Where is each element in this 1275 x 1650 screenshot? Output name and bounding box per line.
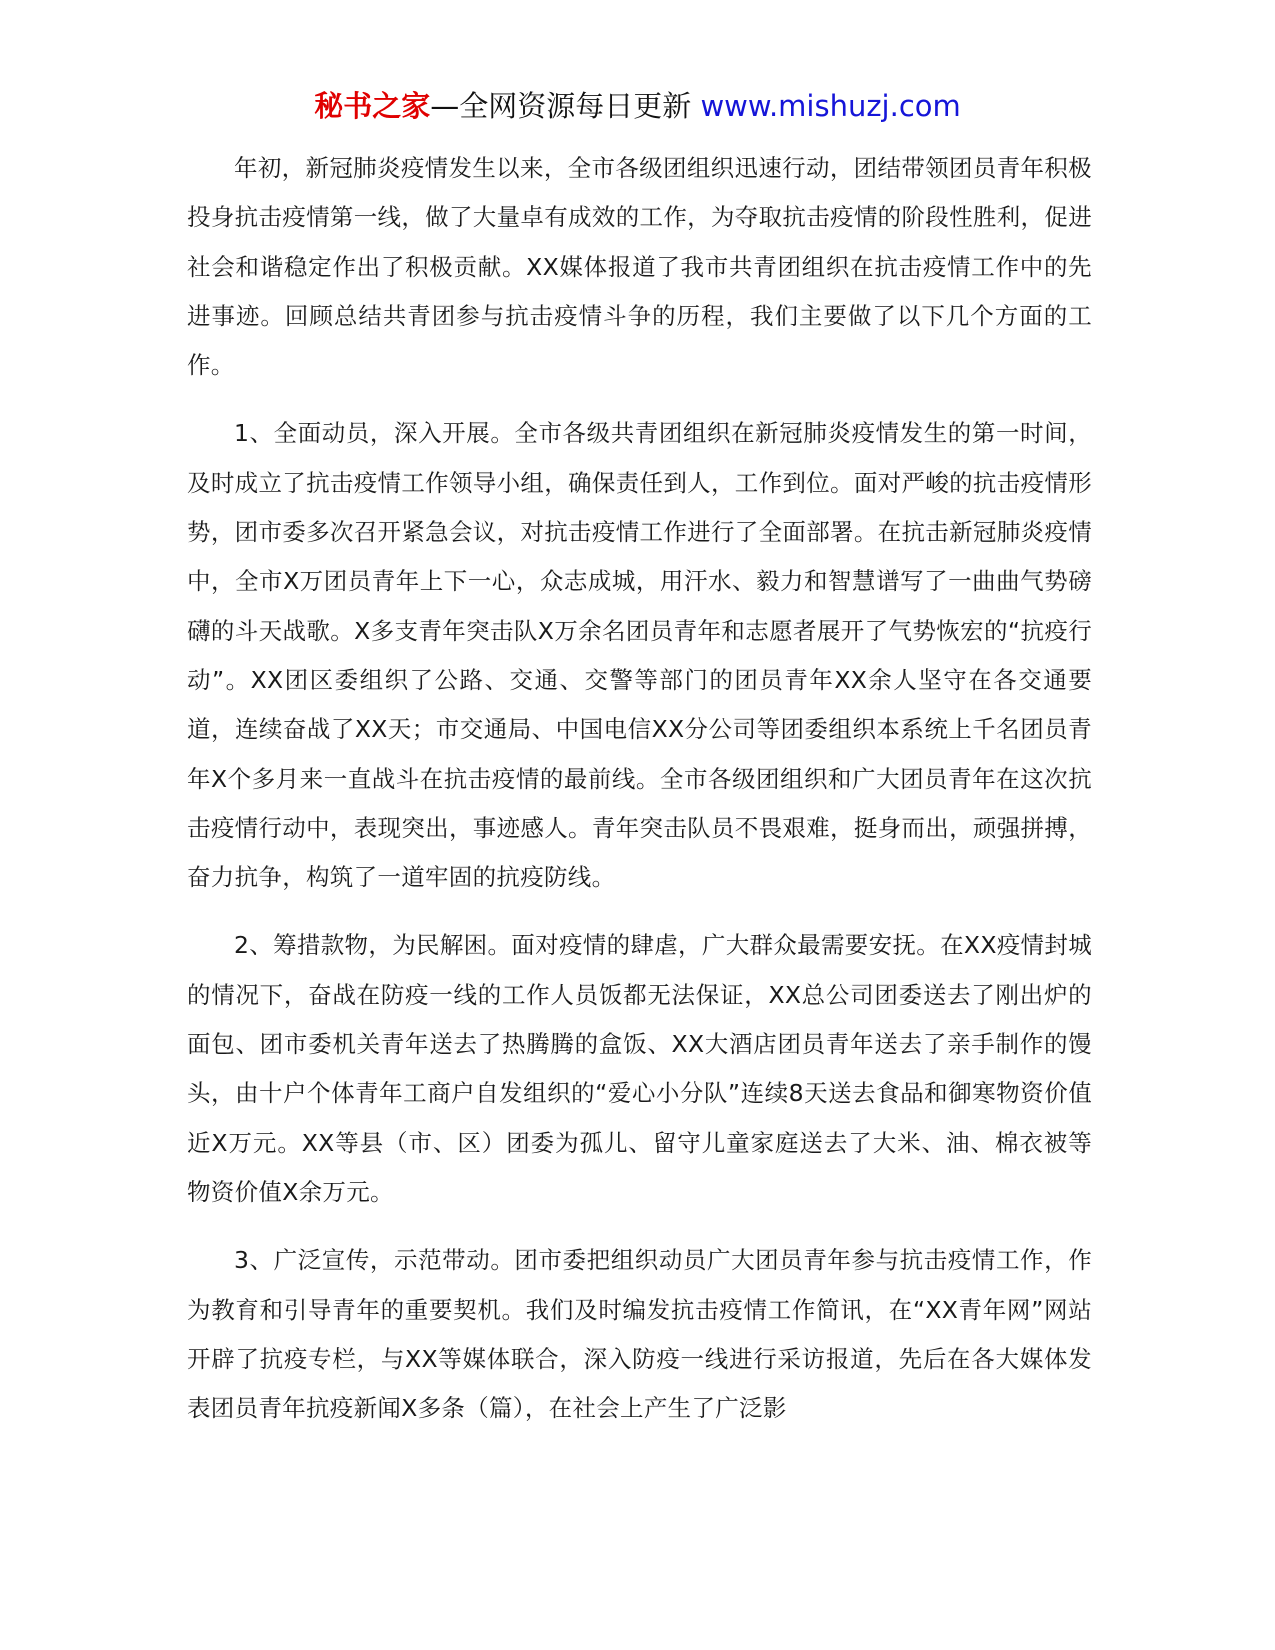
header-tagline: —全网资源每日更新 — [430, 89, 701, 123]
paragraph-mobilization: 1、全面动员，深入开展。全市各级共青团组织在新冠肺炎疫情发生的第一时间，及时成立了抗击疫情工作领导小组，确保责任到人，工作到位。面对严峻的抗击疫情形势，团市委多次召开紧急会议，对抗击疫情工作进行了全面部署。在抗击新冠肺炎疫情中，全市X万团员青年上下一心，众志成城，用汗水、毅力和智慧谱写了一曲曲气势磅礴的斗天战歌。X多支青年突击队X万余名团员青年和志愿者展开了气势恢宏的“抗疫行动”。XX团区委组织了公路、交通、交警等部门的团员青年XX余人坚守在各交通要道，连续奋战了XX天；市交通局、中国电信XX分公司等团委组织本系统上千名团员青年X个多月来一直战斗在抗击疫情的最前线。全市各级团组织和广大团员青年在这次抗击疫情行动中，表现突出，事迹感人。青年突击队员不畏艰难，挺身而出，顽强拼搏，奋力抗争，构筑了一道牢固的抗疫防线。 — [187, 419, 1092, 892]
document-body — [187, 144, 1092, 1452]
intro-paragraph: 年初，新冠肺炎疫情发生以来，全市各级团组织迅速行动，团结带领团员青年积极投身抗击疫情第一线，做了大量卓有成效的工作，为夺取抗击疫情的阶段性胜利，促进社会和谐稳定作出了积极贡献。XX媒体报道了我市共青团组织在抗击疫情工作中的先进事迹。回顾总结共青团参与抗击疫情斗争的历程，我们主要做了以下几个方面的工作。 — [187, 154, 1092, 380]
website-link[interactable]: www.mishuzj.com — [700, 89, 961, 123]
paragraph-publicity: 3、广泛宣传，示范带动。团市委把组织动员广大团员青年参与抗击疫情工作，作为教育和引导青年的重要契机。我们及时编发抗击疫情工作简讯，在“XX青年网”网站开辟了抗疫专栏，与XX等媒体联合，深入防疫一线进行采访报道，先后在各大媒体发表团员青年抗疫新闻X多条（篇），在社会上产生了广泛影 — [187, 1246, 1092, 1423]
paragraph-fundraising: 2、筹措款物，为民解困。面对疫情的肆虐，广大群众最需要安抚。在XX疫情封城的情况下，奋战在防疫一线的工作人员饭都无法保证，XX总公司团委送去了刚出炉的面包、团市委机关青年送去了热腾腾的盒饭、XX大酒店团员青年送去了亲手制作的馒头，由十户个体青年工商户自发组织的“爱心小分队”连续8天送去食品和御寒物资价值近X万元。XX等县（市、区）团委为孤儿、留守儿童家庭送去了大米、油、棉衣被等物资价值X余万元。 — [187, 931, 1092, 1206]
brand-name: 秘书之家 — [314, 89, 431, 123]
page-header — [0, 86, 1275, 126]
